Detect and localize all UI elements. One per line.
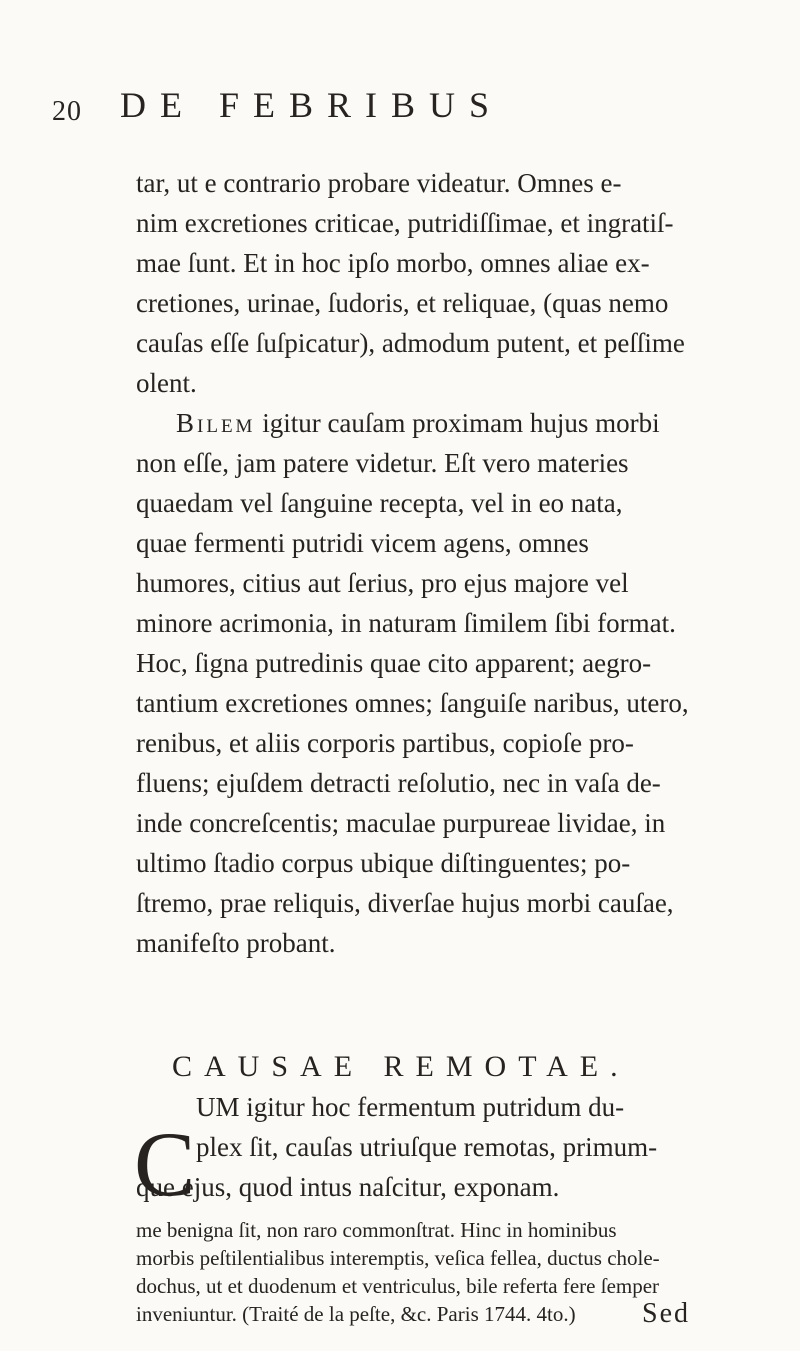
footnote-line: inveniuntur. (Traité de la peſte, &c. Paris 1744. 4to.) (136, 1302, 576, 1326)
drop-cap: C (134, 1113, 196, 1215)
text-line: humores, citius aut ſerius, pro ejus majore vel (136, 568, 629, 598)
text-line: Hoc, ſigna putredinis quae cito apparent; aegro- (136, 648, 652, 678)
text-line: ſtremo, prae reliquis, diverſae hujus morbi cauſae, (136, 888, 674, 918)
text-line: manifeſto probant. (136, 928, 336, 958)
text-fragment: igitur cauſam proximam hujus morbi (255, 408, 660, 438)
text-line: que ejus, quod intus naſcitur, exponam. (136, 1172, 560, 1202)
text-line: non eſſe, jam patere videtur. Eſt vero materies (136, 448, 629, 478)
text-line: cauſas eſſe ſuſpicatur), admodum putent, et peſſime (136, 328, 685, 358)
catchword: Sed (642, 1298, 690, 1329)
text-line: nim excretiones criticae, putridiſſimae, et ingratiſ- (136, 208, 674, 238)
text-line: ultimo ſtadio corpus ubique diſtinguentes; po- (136, 848, 631, 878)
page-number: 20 (52, 96, 82, 127)
text-line: quaedam vel ſanguine recepta, vel in eo nata, (136, 488, 623, 518)
section-heading: CAUSAE REMOTAE. (172, 1050, 630, 1083)
text-line: inde concreſcentis; maculae purpureae lividae, in (136, 808, 666, 838)
text-line: quae fermenti putridi vicem agens, omnes (136, 528, 589, 558)
footnote-line: me benigna ſit, non raro commonſtrat. Hinc in hominibus (136, 1218, 617, 1242)
text-line: tar, ut e contrario probare videatur. Omnes e- (136, 168, 622, 198)
text-line (176, 408, 660, 439)
text-line: renibus, et aliis corporis partibus, copioſe pro- (136, 728, 634, 758)
text-line: UM igitur hoc fermentum putridum du- (196, 1092, 625, 1122)
text-line: plex ſit, cauſas utriuſque remotas, primum- (196, 1132, 658, 1162)
footnote-line: dochus, ut et duodenum et ventriculus, bile referta fere ſemper (136, 1274, 660, 1298)
text-line: tantium excretiones omnes; ſanguiſe naribus, utero, (136, 688, 689, 718)
footnote-line: morbis peſtilentialibus interemptis, veſica fellea, ductus chole- (136, 1246, 660, 1270)
text-line: olent. (136, 368, 197, 398)
small-caps-word: Bilem (176, 408, 256, 438)
text-line: mae ſunt. Et in hoc ipſo morbo, omnes aliae ex- (136, 248, 650, 278)
text-line: minore acrimonia, in naturam ſimilem ſibi format. (136, 608, 676, 638)
text-line: fluens; ejuſdem detracti reſolutio, nec in vaſa de- (136, 768, 661, 798)
text-line: cretiones, urinae, ſudoris, et reliquae, (quas nemo (136, 288, 669, 318)
running-title: DE FEBRIBUS (120, 85, 504, 125)
